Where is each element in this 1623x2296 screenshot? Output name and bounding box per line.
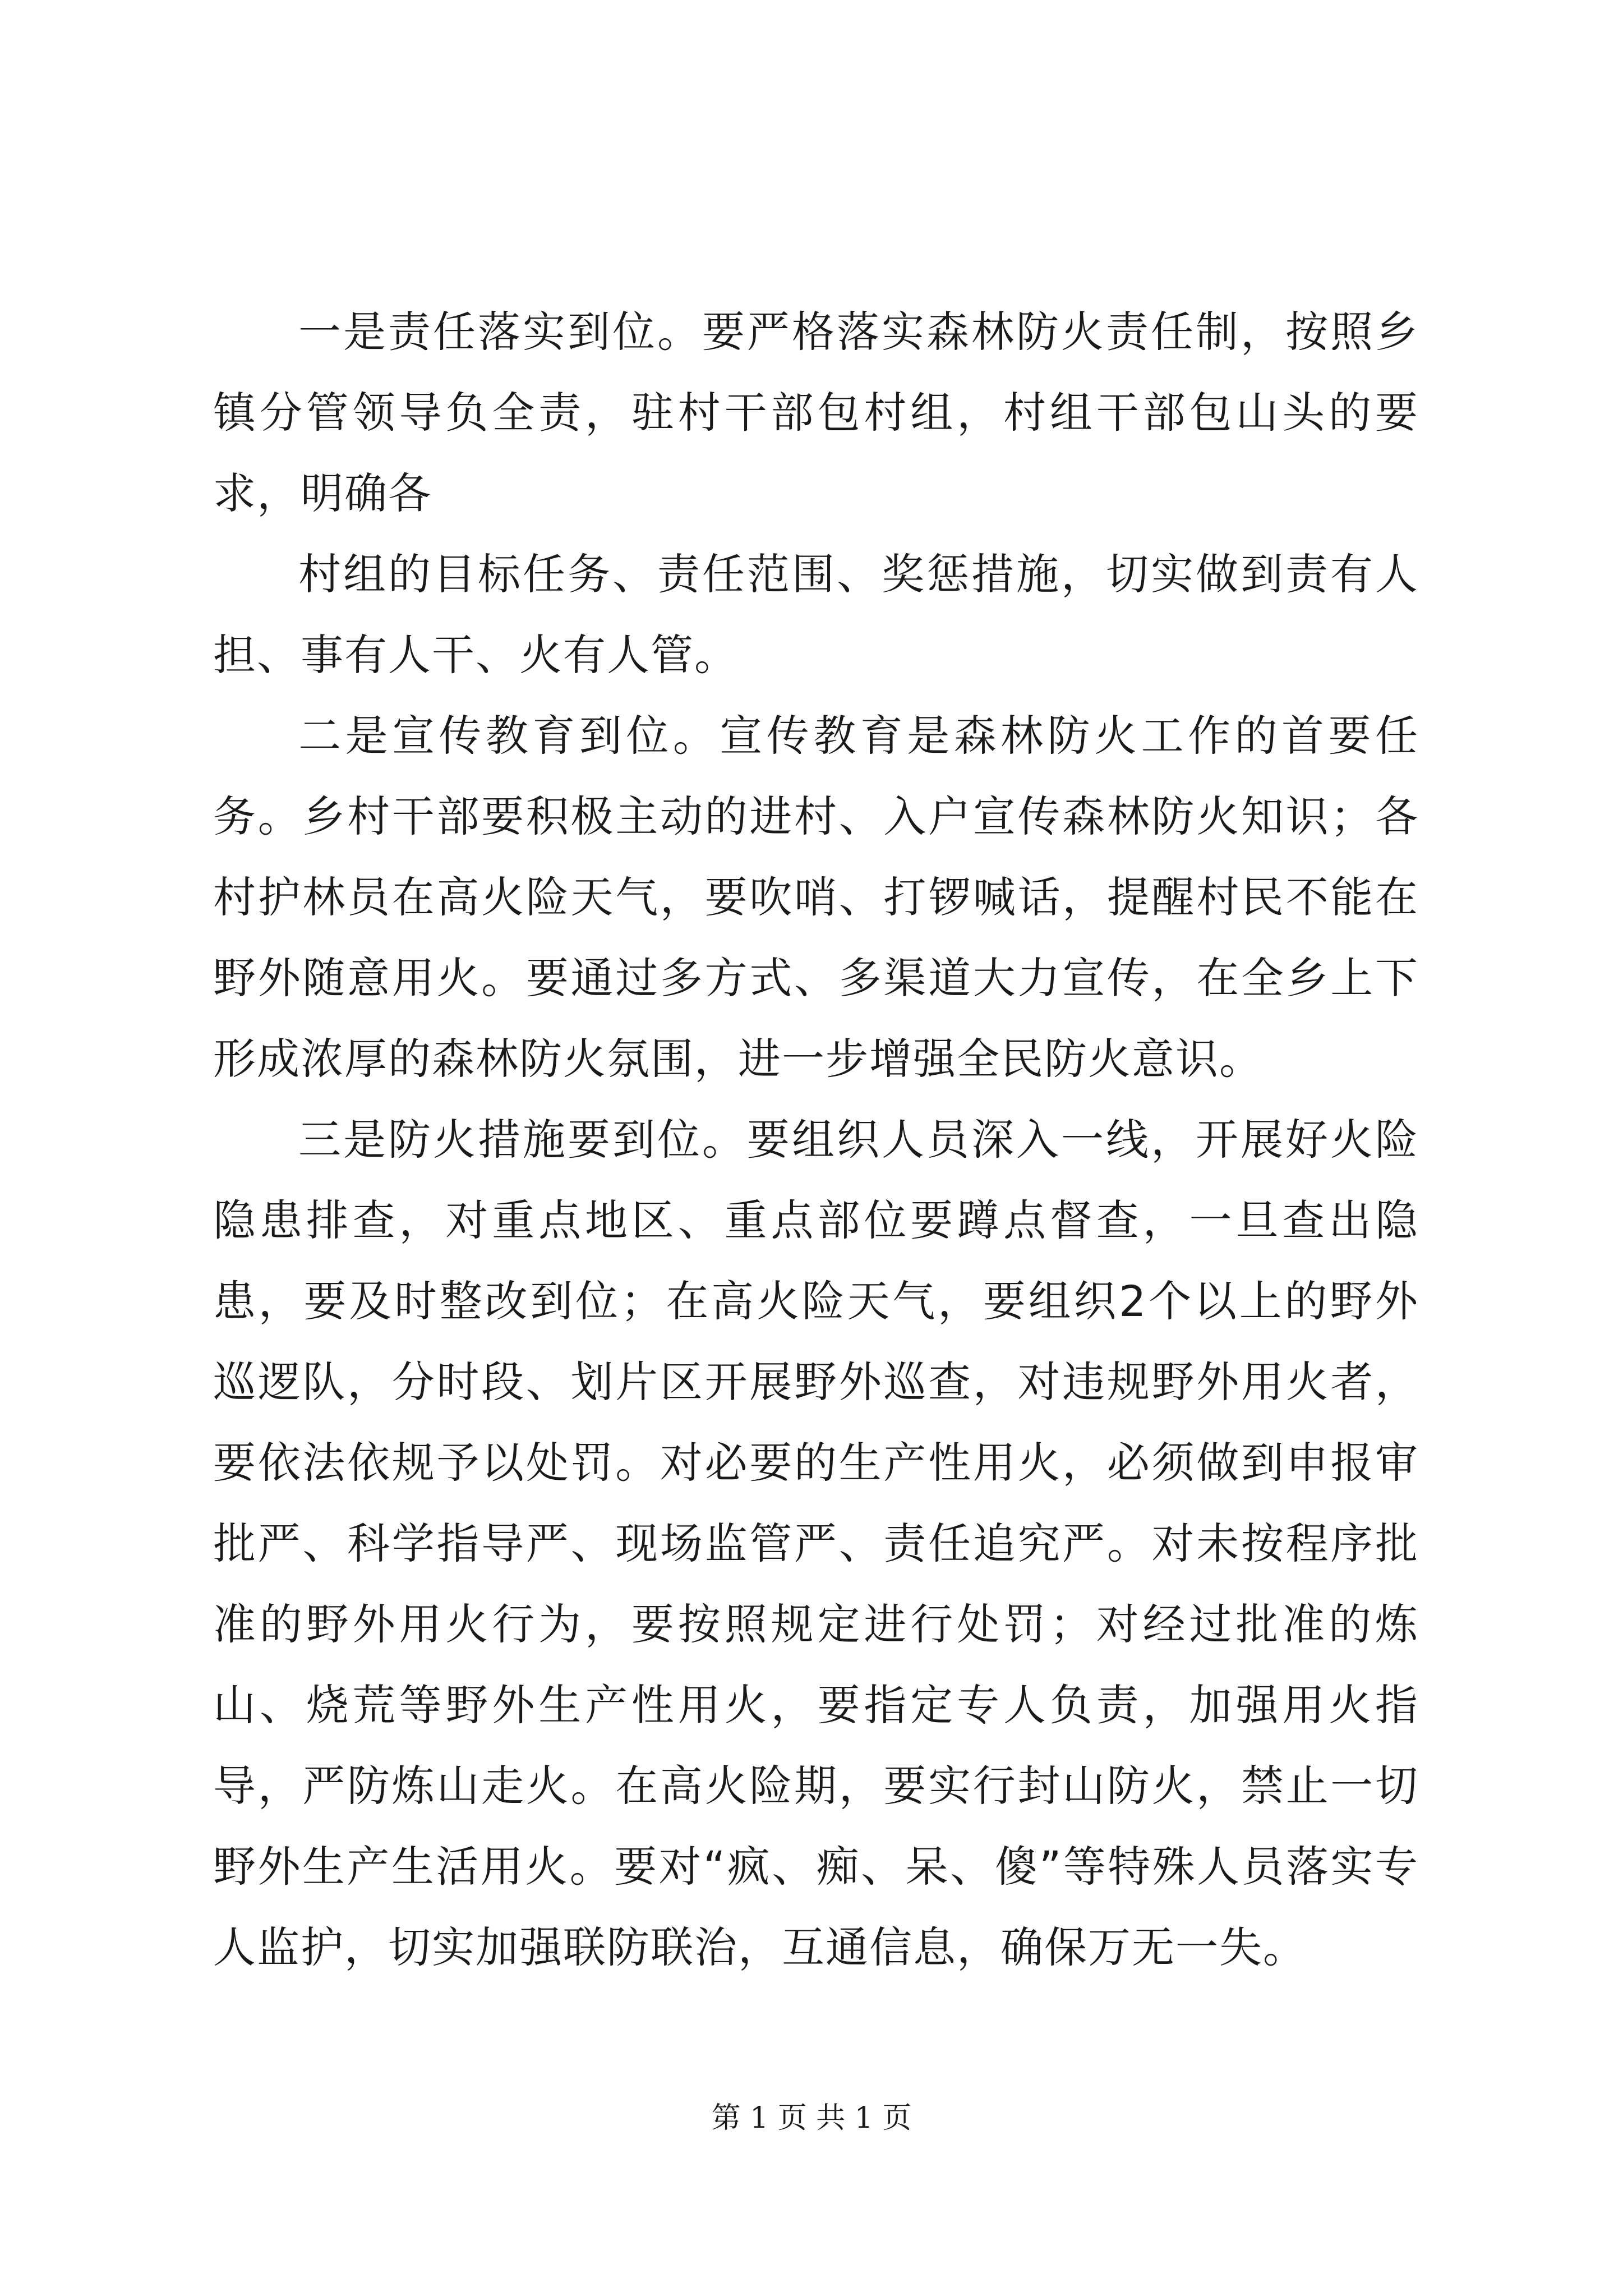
paragraph-publicity-education: 二是宣传教育到位。宣传教育是森林防火工作的首要任务。乡村干部要积极主动的进村、入户宣传森林防火知识；各村护林员在高火险天气，要吹哨、打锣喊话，提醒村民不能在野外随意用火。要通过多方式、多渠道大力宣传，在全乡上下形成浓厚的森林防火氛围，进一步增强全民防火意识。 xyxy=(213,711,1419,1084)
page-footer xyxy=(0,2098,1623,2138)
document-body xyxy=(213,292,1419,1988)
page-number: 第 1 页 共 1 页 xyxy=(711,2101,912,2135)
paragraph-responsibility: 一是责任落实到位。要严格落实森林防火责任制，按照乡镇分管领导负全责，驻村干部包村组，村组干部包山头的要求，明确各 xyxy=(213,307,1419,518)
paragraph-fire-prevention-measures: 三是防火措施要到位。要组织人员深入一线，开展好火险隐患排查，对重点地区、重点部位要蹲点督查，一旦查出隐患，要及时整改到位；在高火险天气，要组织2个以上的野外巡逻队，分时段、划片区开展野外巡查，对违规野外用火者，要依法依规予以处罚。对必要的生产性用火，必须做到申报审批严、科学指导严、现场监管严、责任追究严。对未按程序批准的野外用火行为，要按照规定进行处罚；对经过批准的炼山、烧荒等野外生产性用火，要指定专人负责，加强用火指导，严防炼山走火。在高火险期，要实行封山防火，禁止一切野外生产生活用火。要对“疯、痴、呆、傻”等特殊人员落实专人监护，切实加强联防联治，互通信息，确保万无一失。 xyxy=(213,1115,1419,1972)
paragraph-responsibility-continued: 村组的目标任务、责任范围、奖惩措施，切实做到责有人担、事有人干、火有人管。 xyxy=(213,549,1419,680)
